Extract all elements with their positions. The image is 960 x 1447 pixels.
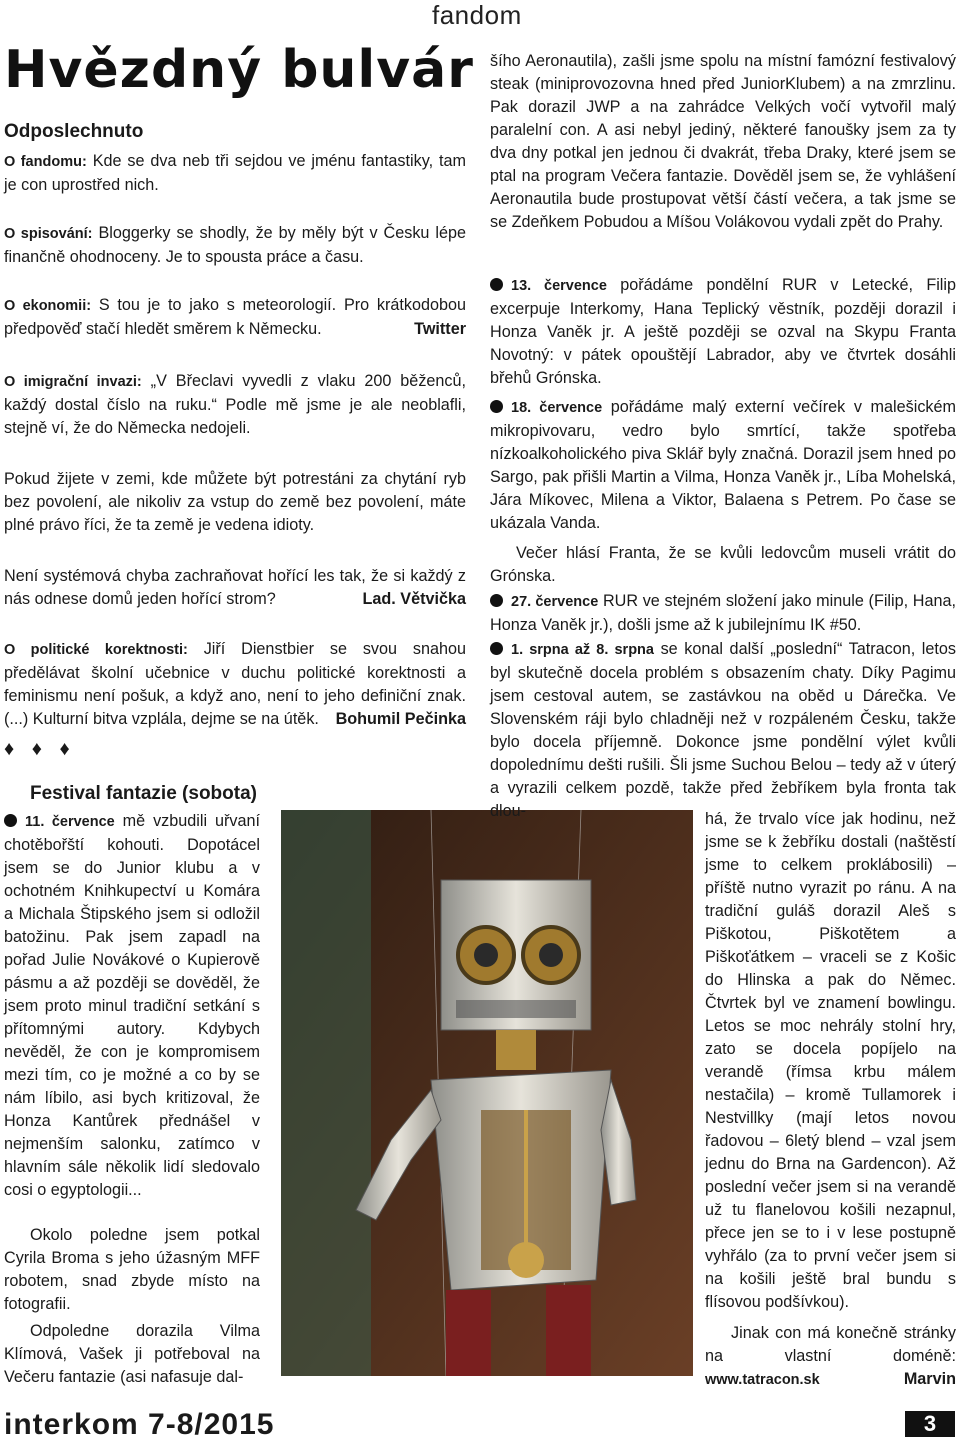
quote-ekonomie: O ekonomii: S tou je to jako s meteorologií. Pro krátkodobou předpověď stačí hledět směrem k Německu. Twitter bbox=[4, 294, 466, 341]
quote-imigrace: O imigrační invazi: „V Břeclavi vyvedli z vlaku 200 běženců, každý dostal číslo na ruku.“ Podle mě jsme je ale neoblafli, stejně ví, že do Německa nedojeli. bbox=[4, 372, 467, 437]
festival-right-4: Večer hlásí Franta, že se kvůli ledovcům museli vrátit do Grónska. bbox=[490, 544, 956, 585]
signature-marvin: Marvin bbox=[903, 1370, 956, 1388]
magazine-footer: interkom 7-8/2015 bbox=[4, 1408, 275, 1441]
signature-twitter: Twitter bbox=[414, 320, 466, 338]
festival-left-1: 11. července mě vzbudili uřvaní chotěbořští kohouti. Dopotácel jsem se do Junior klubu a v ochotném Knihkupectví u Komára a Michala Štipského jsem si odložil batožinu. Pak jsem zapadl na pořad Julie Novákové o Kupierově pásmu a až později se dověděl, že jsem proto minul tradiční setkání s přítomnými autory. Kdybych nevěděl, že con je kompromisem mezi tím, co je možné a co by se nám líbilo, asi bych kritizoval, že Honza Kantůrek přednášel v nejmenším salonku, zatímco v hlavním sále několik lidí sledovalo cosi o egyptologii... bbox=[4, 812, 260, 1199]
page-number: 3 bbox=[905, 1411, 955, 1437]
festival-right-5: 27. července RUR ve stejném složení jako minule (Filip, Hana, Honza Vaněk jr.), došli jsme až k jubilejnímu IK #50. bbox=[490, 592, 956, 634]
festival-right-2: 13. července pořádáme pondělní RUR v Letecké, Filip excerpuje Interkomy, Hana Teplický věstník, později dorazil i Honza Vaněk jr. A ještě později se ozval na Skypu Franta Novotný: v pátek opouštějí Labrador, aby ve čtvrtek dosáhli břehů Grónska. bbox=[490, 276, 956, 387]
quote-fandom: O fandomu: Kde se dva neb tři sejdou ve jménu fantastiky, tam je con uprostřed nich. bbox=[4, 152, 466, 194]
bullet-icon bbox=[490, 642, 503, 655]
festival-right-closing: Jinak con má konečně stránky na vlastní doméně: www.tatracon.sk Marvin bbox=[705, 1322, 956, 1392]
quote-spisovani: O spisování: Bloggerky se shodly, že by měly být v Česku lépe finančně ohodnoceny. Je to spousta práce a času. bbox=[4, 224, 467, 266]
festival-right-6: 1. srpna až 8. srpna se konal další „poslední“ Tatracon, letos byl skutečně docela problém s obsazením chaty. Díky Pagimu jsem cestoval autem, se zastávkou na oběd u Dárečka. Ve Slovenském ráji bylo chladněji než v rozpáleném Česku, takže bylo docela příjemně. Dokonce jsme pondělní výlet kvůli dopolednímu dešti rušili. Šli jsme Suchou Belou – tedy až v úterý a vyrazili celkem pozdě, takže před žebříkem byla fronta tak dlou- bbox=[490, 640, 957, 820]
bullet-icon bbox=[4, 814, 17, 827]
festival-heading: Festival fantazie (sobota) bbox=[30, 783, 257, 804]
separator-diamonds: ♦ ♦ ♦ bbox=[4, 738, 76, 760]
section-label: fandom bbox=[432, 0, 522, 30]
tatracon-link[interactable]: www.tatracon.sk bbox=[705, 1372, 820, 1388]
page-title: Hvězdný bulvár bbox=[4, 40, 474, 100]
signature-pecinka: Bohumil Pečinka bbox=[335, 710, 466, 728]
robot-photo bbox=[281, 810, 693, 1376]
odposlechnuto-heading: Odposlechnuto bbox=[4, 121, 144, 142]
festival-right-3: 18. července pořádáme malý externí večírek v malešickém mikropivovaru, vedro bylo smrtící, takže spotřeba nízkoalkoholického piva Sklář byly značná. Dorazil jsem hned po Sargo, pak přišli Martin a Vilma, Honza Vaněk jr., Líba Mohelská, Jára Míkovec, Milena a Viktor, Balaena s Petrem. Po čase se ukázala Vanda. bbox=[490, 398, 956, 532]
bullet-icon bbox=[490, 400, 503, 413]
quote-ryby: Pokud žijete v zemi, kde můžete být potrestáni za chytání ryb bez povolení, ale nikoliv za vstup do země bez povolení, máte plné právo říci, že ta země je vedena idioty. bbox=[4, 470, 466, 534]
signature-vetvicka: Lad. Větvička bbox=[362, 590, 466, 608]
bullet-icon bbox=[490, 278, 503, 291]
festival-left-3: Odpoledne dorazila Vilma Klímová, Vašek ji potřeboval na Večeru fantazie (asi nafasuje dal- bbox=[4, 1322, 260, 1386]
bullet-icon bbox=[490, 594, 503, 607]
quote-les: Není systémová chyba zachraňovat hořící les tak, že si každý z nás odnese domů jeden hořící strom? Lad. Větvička bbox=[4, 565, 466, 611]
quote-korektnost: O politické korektnosti: Jiří Dienstbier se svou snahou předělávat školní učebnice v duchu politické korektnosti a feminismu není pošuk, a když ano, není to jeho definiční znak. (...) Kulturní bitva vzplála, dejme se na útěk. Bohumil Pečinka bbox=[4, 638, 466, 731]
festival-right-1: šího Aeronautila), zašli jsme spolu na místní famózní festivalový steak (miniprovozovna hned před JuniorKlubem) a na zmrzlinu. Pak dorazil JWP a na zahrádce Velkých vočí vytvořil malý paralelní con. A asi nebyl jediný, některé fanoušky jsem za ty dva dny potkal jen jednou či dvakrát, třeba Draky, které jsem se ptal na program Večera fantazie. Dověděl jsem se, že vyhlášení Aeronautila bude prostupovat větší částí večera, a tak jsme se se Zdeňkem Pobudou a Míšou Volákovou vydali zpět do Prahy. bbox=[490, 52, 956, 231]
festival-left-2: Okolo poledne jsem potkal Cyrila Broma s jeho úžasným MFF robotem, snad zbyde místo na fotografii. bbox=[4, 1226, 260, 1313]
festival-right-wrap: há, že trvalo více jak hodinu, než jsme se k žebříku dostali (naštěstí jsme to celkem proklábosili) – příště nutno vyrazit po ránu. A na tradiční guláš dorazil Aleš s Piškotou, Piškotětem a Piškoťátkem – vraceli se z Košic do Hlinska a pak do Němec. Čtvrtek byl ve znamení bowlingu. Letos se moc nehrály stolní hry, zato se docela popíjelo na verandě (římsa krbu málem nestačila) – kromě Tullamorek i Nestvillky (mají letos novou řadovou – 6letý blend – vzal jsem jednu do Brna na Gardencon). Až poslední večer jsem si na verandě už tu flanelovou košili nezapnul, přece jen se to i v lese postupně vyhřálo (za to první večer jsem si na košili ještě bral bundu s flísovou podšívkou). bbox=[705, 810, 956, 1311]
